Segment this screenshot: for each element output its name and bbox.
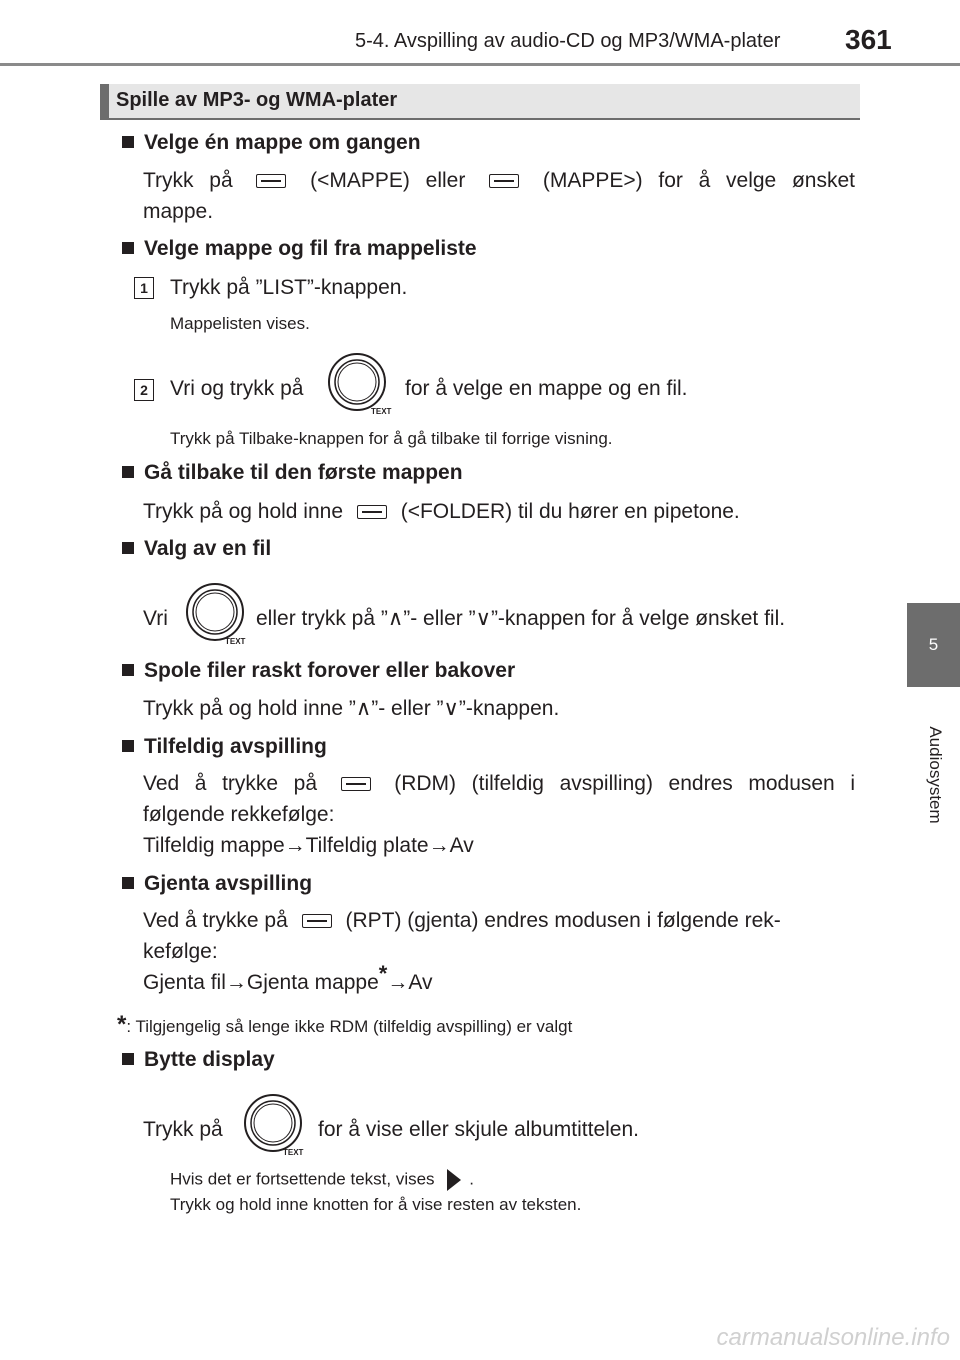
- heading-fast-forward: Spole filer raskt forover eller bakover: [122, 659, 515, 683]
- svg-text:TEXT: TEXT: [225, 637, 246, 646]
- random-line2: følgende rekkefølge:: [143, 803, 335, 826]
- rdm-button-icon: [341, 777, 371, 791]
- bullet-square-icon: [122, 1053, 134, 1065]
- select-file-part1: Vri: [143, 607, 168, 630]
- select-folder-line1: Trykk på (<MAPPE) eller (MAPPE>) for å velge ønsket: [143, 169, 855, 192]
- select-folder-line2: mappe.: [143, 200, 214, 223]
- fast-forward-text: Trykk på og hold inne ”∧”- eller ”∨”-knappen.: [143, 697, 560, 720]
- bullet-square-icon: [122, 136, 134, 148]
- step-number-1: 1: [134, 277, 154, 299]
- step2-text-part1: Vri og trykk på: [170, 377, 304, 400]
- tune-knob-icon: [327, 352, 395, 418]
- bullet-square-icon: [122, 877, 134, 889]
- heading-random: Tilfeldig avspilling: [122, 735, 327, 759]
- folder-next-button-icon: [489, 174, 519, 188]
- svg-text:TEXT: TEXT: [371, 407, 392, 416]
- footnote-star: *: [378, 961, 388, 986]
- tune-knob-icon: [243, 1093, 311, 1159]
- repeat-line3: Gjenta fil→Gjenta mappe*→Av: [143, 961, 433, 994]
- heading-repeat: Gjenta avspilling: [122, 872, 312, 896]
- folder-prev-button-icon: [256, 174, 286, 188]
- chapter-tab: 5: [907, 603, 960, 687]
- folder-prev-button-icon: [357, 505, 387, 519]
- section-title: Spille av MP3- og WMA-plater: [116, 89, 398, 111]
- bullet-square-icon: [122, 664, 134, 676]
- chapter-tab-label: Audiosystem: [926, 726, 945, 824]
- display-part2: for å vise eller skjule albumtittelen.: [318, 1118, 639, 1141]
- bullet-square-icon: [122, 466, 134, 478]
- chapter-title: 5-4. Avspilling av audio-CD og MP3/WMA-plater: [355, 30, 781, 52]
- section-header-rule: [100, 118, 860, 120]
- tune-knob-icon: [185, 582, 253, 648]
- heading-folder-list: Velge mappe og fil fra mappeliste: [122, 237, 477, 261]
- bullet-square-icon: [122, 542, 134, 554]
- display-note1: Hvis det er fortsettende tekst, vises .: [170, 1169, 474, 1191]
- svg-text:TEXT: TEXT: [283, 1148, 304, 1157]
- step2-text-part2: for å velge en mappe og en fil.: [405, 377, 688, 400]
- step1-text: Trykk på ”LIST”-knappen.: [170, 276, 408, 299]
- heading-back-to-first: Gå tilbake til den første mappen: [122, 461, 463, 485]
- random-line1: Ved å trykke på (RDM) (tilfeldig avspilling) endres modusen i: [143, 772, 855, 795]
- display-part1: Trykk på: [143, 1118, 223, 1141]
- step1-note: Mappelisten vises.: [170, 314, 310, 333]
- rpt-button-icon: [302, 914, 332, 928]
- back-to-first-text: Trykk på og hold inne (<FOLDER) til du hører en pipetone.: [143, 500, 740, 523]
- step2-note: Trykk på Tilbake-knappen for å gå tilbake til forrige visning.: [170, 429, 613, 448]
- repeat-line2: kefølge:: [143, 940, 218, 963]
- repeat-line1: Ved å trykke på (RPT) (gjenta) endres modusen i følgende rek-: [143, 909, 781, 932]
- header-rule: [0, 63, 960, 66]
- footnote: *: Tilgjengelig så lenge ikke RDM (tilfeldig avspilling) er valgt: [117, 1011, 573, 1038]
- bullet-square-icon: [122, 242, 134, 254]
- heading-select-folder: Velge én mappe om gangen: [122, 131, 421, 155]
- continue-arrow-icon: [447, 1169, 461, 1191]
- step-number-2: 2: [134, 379, 154, 401]
- bullet-square-icon: [122, 740, 134, 752]
- random-line3: Tilfeldig mappe→Tilfeldig plate→Av: [143, 834, 474, 857]
- page-number: 361: [845, 24, 892, 55]
- watermark: carmanualsonline.info: [716, 1324, 950, 1351]
- heading-select-file: Valg av en fil: [122, 537, 271, 561]
- display-note2: Trykk og hold inne knotten for å vise resten av teksten.: [170, 1195, 582, 1214]
- heading-display: Bytte display: [122, 1048, 275, 1072]
- select-file-part2: eller trykk på ”∧”- eller ”∨”-knappen for å velge ønsket fil.: [256, 607, 786, 630]
